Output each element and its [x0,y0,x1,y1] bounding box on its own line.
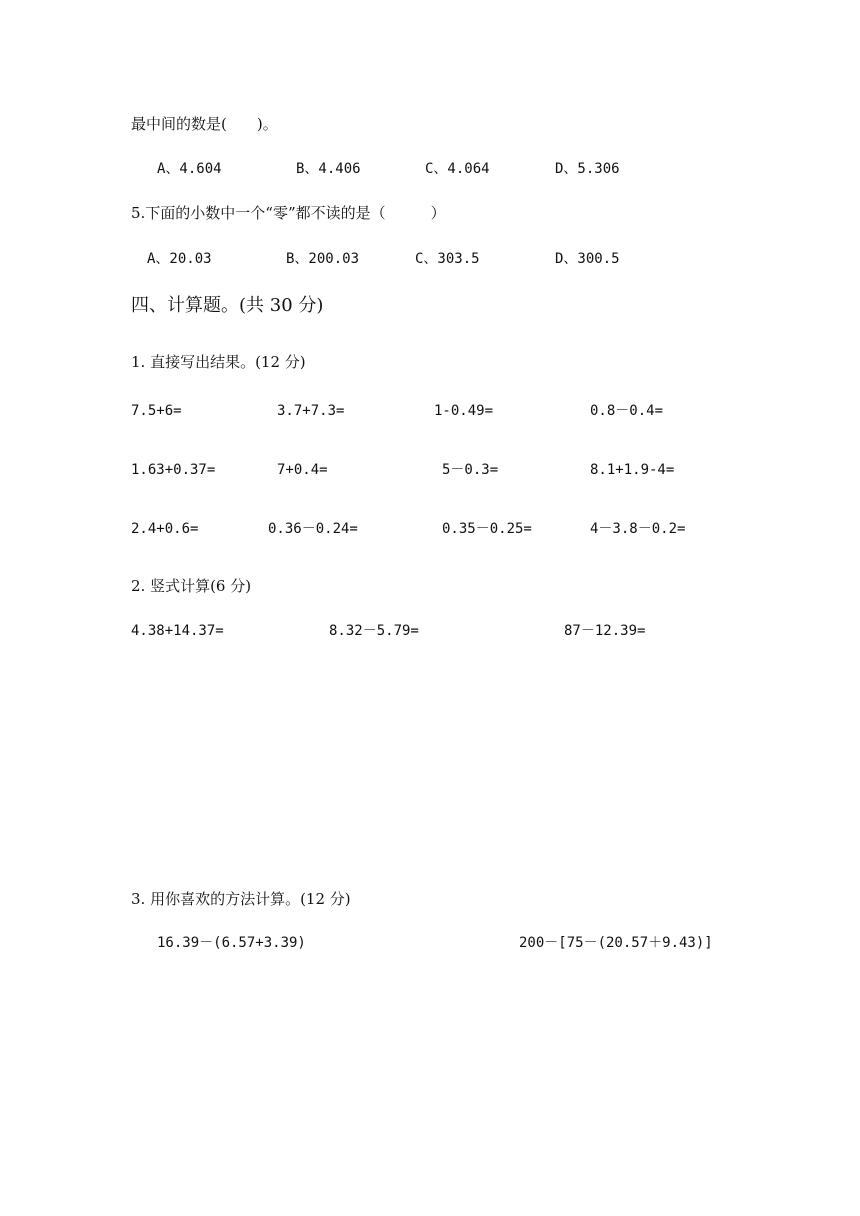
question-5-option-d: D、300.5 [555,251,620,267]
question-4-stem-tail: 最中间的数是( )。 [131,115,278,133]
vertical-calc-item: 87－12.39= [564,623,646,639]
oral-calc-item: 3.7+7.3= [277,403,345,419]
question-5-option-b: B、200.03 [286,251,360,267]
oral-calc-item: 0.36－0.24= [268,521,358,537]
oral-calc-item: 7.5+6= [131,403,182,419]
question-5-option-c: C、303.5 [415,251,480,267]
oral-calc-item: 0.35－0.25= [442,521,532,537]
free-method-calc-item: 16.39－(6.57+3.39) [157,935,306,951]
oral-calc-item: 1-0.49= [434,403,494,419]
part-1-title: 1. 直接写出结果。(12 分) [131,353,306,371]
vertical-calc-item: 8.32－5.79= [329,623,419,639]
vertical-calc-item: 4.38+14.37= [131,623,224,639]
question-4-option-a: A、4.604 [157,161,222,177]
question-4-option-c: C、4.064 [425,161,490,177]
oral-calc-item: 8.1+1.9-4= [590,462,675,478]
oral-calc-item: 4－3.8－0.2= [590,521,686,537]
question-4-option-d: D、5.306 [555,161,620,177]
section-4-title: 四、计算题。(共 30 分) [131,295,324,316]
oral-calc-item: 0.8－0.4= [590,403,664,419]
question-5-stem: 5.下面的小数中一个“零”都不读的是（ ） [131,204,446,222]
oral-calc-item: 2.4+0.6= [131,521,199,537]
part-2-title: 2. 竖式计算(6 分) [131,577,252,595]
part-3-title: 3. 用你喜欢的方法计算。(12 分) [131,890,351,908]
question-4-option-b: B、4.406 [296,161,361,177]
oral-calc-item: 5－0.3= [442,462,499,478]
oral-calc-item: 7+0.4= [277,462,328,478]
oral-calc-item: 1.63+0.37= [131,462,216,478]
free-method-calc-item: 200－[75－(20.57＋9.43)] [519,935,713,951]
question-5-option-a: A、20.03 [147,251,212,267]
